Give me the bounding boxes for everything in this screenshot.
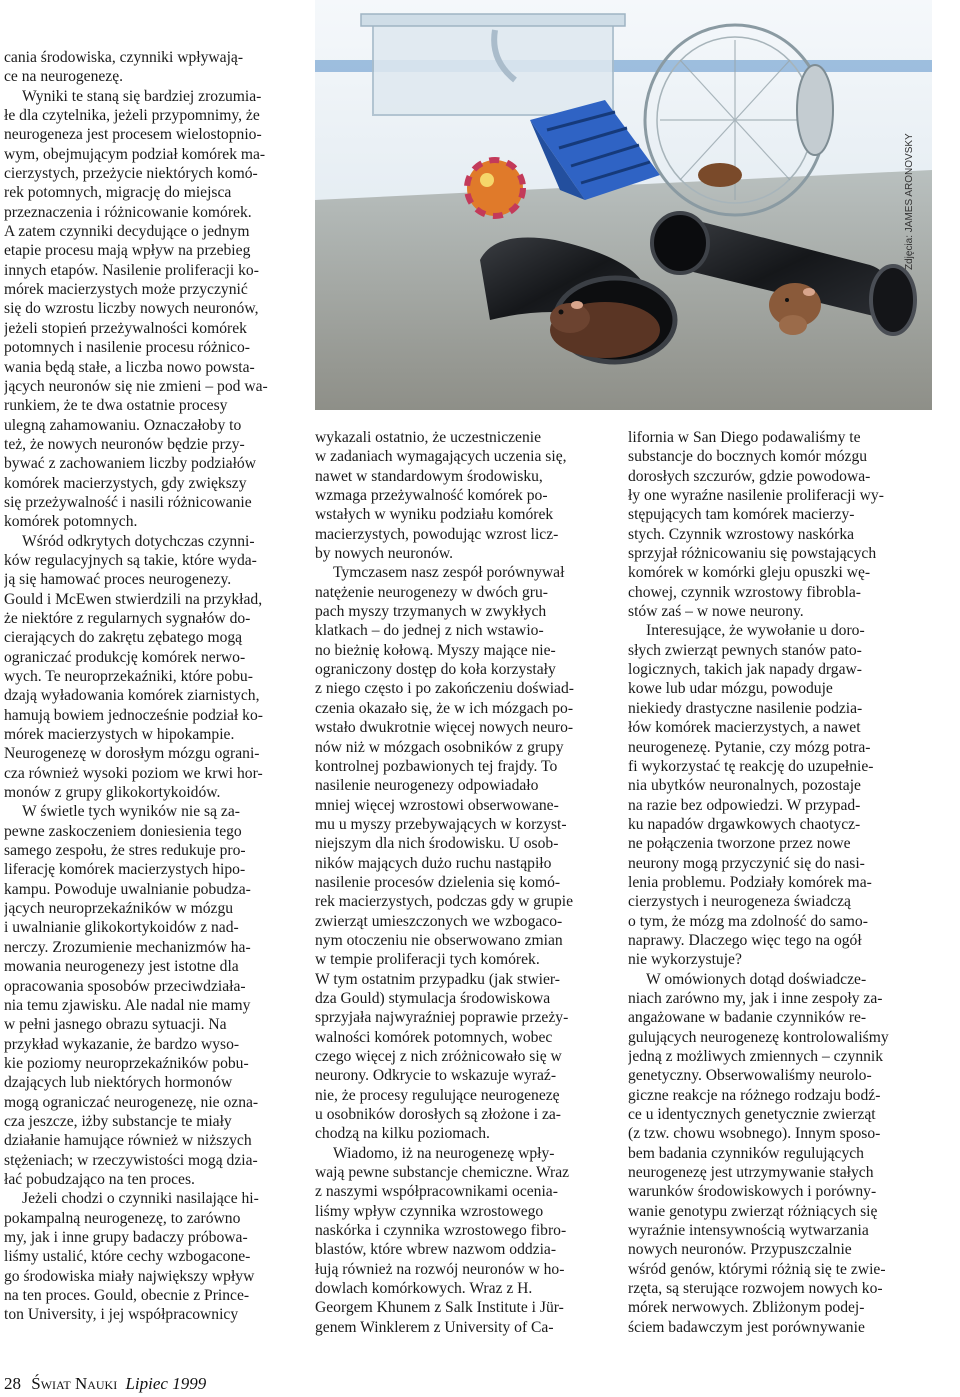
text-line: mórek macierzystych w hipokampie. [4,726,235,744]
text-line: się do wzrostu liczby nowych neuronów, [4,300,259,318]
text-line: walności komórek potomnych, wobec [315,1028,553,1046]
text-line: komórek macierzystych, gdy zwiększy [4,474,247,492]
text-line: cierających do zakrętu zębatego mogą [4,629,243,647]
text-line: z naszymi współpracownikami oceniа- [315,1183,558,1201]
text-line: w pełni jasnego obrazu sytuacji. Na [4,1016,227,1034]
text-line: nawet w standardowym środowisku, [315,467,543,485]
text-line: ków regulacyjnych są takie, które wyda- [4,551,257,569]
text-line: łe dla czytelnika, jeżeli przypomnimy, że [4,107,260,125]
text-line: rek potomnych, migrację do miejsca [4,184,232,202]
text-line: giczne reakcje na różnego rodzaju bodź- [628,1086,881,1104]
text-line: nym otoczeniu nie obserwowano zmian [315,931,563,949]
text-line: na razie bez odpowiedzi. W przypad- [628,796,861,814]
text-line: jeżeli stopień przeżywalności komórek [4,319,247,337]
text-line: przykład wykazanie, że bardzo wyso- [4,1035,240,1053]
text-line: sprzyjała najwyraźniej poprawie przeży- [315,1009,569,1027]
text-line: wśród genów, którymi różnią się te zwie- [628,1260,886,1278]
text-line: kie poziomy neuroprzekaźników pobu- [4,1054,249,1072]
text-line: dorosłych szczurów, gdzie powodowa- [628,467,871,485]
text-line: komórek w komórki gleju opuszki wę- [628,564,871,582]
text-line: też, że nowych neuronów będzie przy- [4,435,245,453]
text-line: sprzyjał różnicowaniu się powstających [628,545,877,563]
text-line: innych etapów. Nasilenie proliferacji ko- [4,261,259,279]
text-line: klatkach – do jednej z nich wstawio- [315,622,544,640]
text-line: fi wykorzystać tę reakcję do uzupełnie- [628,757,874,775]
text-line: wym, obejmującym podział komórek ma- [4,145,266,163]
text-line: się przeżywalność i nasili różnicowanie [4,493,252,511]
text-line: go środowiska miały największy wpływ [4,1267,255,1285]
plastic-cage-icon [361,14,625,115]
text-line: samego zespołu, że stres redukuje pro- [4,842,246,860]
text-line: działanie hamujące również w niższych [4,1132,252,1150]
text-line: niekiedy drastyczne nasilenie podzia- [628,699,863,717]
text-line: chodzą na kilku poziomach. [315,1125,490,1143]
text-line: wają pewne substancje chemiczne. Wraz [315,1164,570,1182]
text-line: potomnych i nasilenie procesu różnico- [4,339,250,357]
text-column-middle [315,428,602,1337]
text-line: na ten proces. Gould, obecnie z Prince- [4,1287,250,1304]
text-line: A zatem czynniki decydujące o jednym [4,223,250,241]
text-line: macierzystych, powodując wzrost licz- [315,525,559,543]
text-line: genetyczny. Obserwowaliśmy neurolo- [628,1067,872,1085]
text-line: cania środowiska, czynniki wpływają- [4,49,244,66]
text-line: wykazali ostatnio, że uczestniczenie [315,429,542,446]
text-line: wstało dwukrotnie więcej nowych neuro- [315,719,574,737]
text-line: Georgem Khunem z Salk Institute i Jür- [315,1299,564,1317]
text-line: W świetle tych wyników nie są za- [22,803,240,821]
text-line: łać pobudzająco na ten proces. [4,1170,195,1188]
text-line: liferację komórek macierzystych hipo- [4,861,246,879]
text-line: wstałych w wyniku podziału komórek [315,506,554,524]
text-line: substancje do bocznych komór mózgu [628,448,868,466]
text-line: nia temu zjawisku. Ale nadal nie mamy [4,996,251,1014]
text-line: i uwalnianie glikokortykoidów z nad- [4,919,239,937]
text-line: stężeniach; w rzeczywistości mogą dzia- [4,1151,258,1169]
text-line: cierzystych, przeżycie niektórych komó- [4,165,258,183]
magazine-title: Świat Nauki [31,1374,118,1393]
text-line: stych. Czynnik wzrostowy naskórka [628,525,855,543]
text-line: wania będą stałe, a liczba nowo powsta- [4,358,255,376]
text-line: cierzystych i neurogeneza świadczą [628,893,851,911]
text-line: W omówionych dotąd doświadcze- [646,970,867,988]
text-line: neurogeneza jest procesem wielostopnio- [4,126,262,144]
text-line: bem badania czynników regulujących [628,1144,864,1162]
text-line: ulegną zahamowaniu. Oznaczałoby to [4,416,242,434]
text-line: w tempie proliferacji tych komórek. [315,951,540,969]
text-line: genem Winklerem z University of Ca- [315,1318,554,1336]
text-line: Wyniki te staną się bardziej zrozumia- [22,87,262,105]
text-line: mniej więcej wzrostowi obserwowane- [315,796,559,814]
text-line: etapie procesu mają wpływ na przebieg [4,242,251,260]
text-line: Interesujące, że wywołanie u doro- [646,622,865,640]
text-line: neurony. Odkrycie to wskazuje wyraź- [315,1067,557,1085]
text-line: nów niż w mózgach osobników z grupy [315,738,564,756]
text-line: Gould i McEwen stwierdzili na przykład, [4,590,263,608]
text-line: ników mających dużo ruchu nastąpiło [315,854,552,872]
text-line: dowlach komórkowych. Wraz z H. [315,1280,533,1298]
text-line: hamują bowiem jednocześnie podział ko- [4,706,263,724]
text-line: ce u identycznych genetycznie zwierząt [628,1106,876,1124]
text-line: nie, że procesy regulujące neurogenezę [315,1086,560,1104]
text-line: W tym ostatnim przypadku (jak stwier- [315,970,560,988]
text-line: Tymczasem nasz zespół porównywał [333,564,565,582]
text-line: ograniczony dostęp do koła korzystały [315,661,556,679]
text-line: ce na neurogenezę. [4,68,124,86]
text-line: neurogenezę. Pytanie, czy mózg potra- [628,738,871,756]
text-line: pewne zaskoczeniem doniesienia tego [4,822,242,840]
text-line: chowej, czynnik wzrostowy fibrobla- [628,583,861,601]
text-line: opracowania sposobów przeciwdziała- [4,977,246,995]
text-line: blastów, które wbrew nazwom oddzia- [315,1241,557,1259]
text-line: jących neuroprzekaźników w mózgu [4,900,234,918]
text-line: niejszym dla nich środowisku. U osob- [315,835,559,853]
text-line: ograniczać produkcję komórek nerwo- [4,648,246,666]
text-line: czego więcej z nich zróżnicowało się w [315,1048,562,1065]
text-line: jedną z możliwych zmiennych – czynnik [628,1048,884,1065]
text-line: mu u myszy przebywających w korzyst- [315,815,567,833]
text-line: monów z grupy glikokortykoidów. [4,784,221,802]
text-line: nie wykorzystuje? [628,951,742,969]
text-line: kontrolnej pozbawionych tej frajdy. To [315,757,558,775]
text-line: lenia problemu. Podziały komórek ma- [628,873,872,891]
text-line: wzmaga przeżywalność komórek po- [315,487,548,505]
text-line: angażowane w badanie czynników re- [628,1009,867,1027]
text-line: kowe lub udar mózgu, powoduje [628,680,833,698]
text-line: mogą ograniczać neurogenezę, nie ozna- [4,1093,259,1111]
page-footer [4,1374,206,1394]
text-line: mórek macierzystych może przyczynić [4,281,248,299]
text-line: wyraźnie intensywnością wytwarzania [628,1222,869,1240]
text-column-left [4,48,290,1325]
toy-ball-icon [467,160,523,216]
text-line: gulujących neurogenezę kontrolowaliśmy [628,1028,889,1046]
text-line: w zadaniach wymagających uczenia się, [315,448,567,466]
text-line: natężenie neurogenezy w dwóch gru- [315,583,548,601]
text-line: by nowych neuronów. [315,545,454,563]
text-line: pach myszy trzymanych w zwykłych [315,603,547,621]
text-line: neurogenezę jest utrzymywanie stałych [628,1164,874,1182]
text-column-right [628,428,916,1337]
text-line: liśmy ustalić, które cechy wzbogacone- [4,1248,251,1266]
text-line: warunków środowiskowych i porówny- [628,1183,877,1201]
text-line: Jeżeli chodzi o czynniki nasilające hi- [22,1190,259,1208]
text-line: przeznaczenia i różnicowanie komórek. [4,203,252,221]
text-line: stępujących tam komórek macierzy- [628,506,855,524]
text-line: neurony mogą przyczynić się do nasi- [628,854,865,872]
text-line: runkiem, że te dwa ostatnie procesy [4,397,228,415]
text-line: liśmy wpływ czynnika wzrostowego [315,1202,544,1220]
text-line: nasilenie neurogenezy odpowiadało [315,777,539,795]
text-line: ły one wyraźne nasilenie proliferacji wy- [628,487,884,505]
text-line: niach zarówno my, jak i inne zespoły za- [628,989,883,1007]
text-line: no bieżnię kołową. Myszy mające nie- [315,641,556,659]
text-line: nia ubytków neuronalnych, pozostaje [628,777,861,795]
text-line: wanie genotypu zwierząt różniących się [628,1202,878,1220]
photo-illustration [315,0,932,410]
text-line: Wiadomo, iż na neurogenezę wpły- [333,1144,555,1162]
text-line: cza również wysoki poziom we krwi hor- [4,764,263,782]
text-line: czenia okazało się, że w ich mózgach po- [315,699,574,717]
text-line: nasilenie procesów dzielenia się komó- [315,873,561,891]
text-line: rzęta, są sterujące rozwojem nowych ko- [628,1280,883,1298]
text-line: mowania neurogenezy jest istotne dla [4,958,239,976]
text-line: łów komórek macierzystych, a nawet [628,719,861,737]
text-line: (z tzw. chowu wsobnego). Innym sposo- [628,1125,881,1143]
text-line: z niego często i po zakończeniu doświad- [315,680,574,698]
text-line: rek macierzystych, podczas gdy w grupie [315,893,574,911]
text-line: bywać z zachowaniem liczby podziałów [4,455,256,473]
text-line: naprawy. Dlaczego więc tego na ogół [628,931,862,949]
text-line: dzają wyładowania komórek ziarnistych, [4,687,260,705]
text-line: jących neuronów się nie zmieni – pod wa- [4,377,268,395]
text-line: mórek nerwowych. Zbliżonym podej- [628,1299,865,1317]
issue-date: Lipiec 1999 [125,1374,207,1393]
text-line: ku napadów drgawkowych chaotycz- [628,815,861,833]
text-line: lifornia w San Diego podawaliśmy te [628,429,861,446]
text-line: ściem badawczym jest porównywanie [628,1318,865,1336]
text-line: ton University, i jej współpracownicy [4,1306,239,1324]
mice-cage-photo [315,0,932,410]
text-line: ją się hamować proces neurogenezy. [4,571,232,589]
text-line: słych zwierząt pewnych stanów pato- [628,641,862,659]
text-line: u osobników dorosłych są złożone i za- [315,1106,561,1124]
text-line: dza Gould) stymulacja środowiskowa [315,989,551,1007]
photo-credit: Zdjęcia: JAMES ARONOVSKY [904,133,915,270]
text-line: stów zaś – w nowe neurony. [628,603,804,621]
text-line: Wśród odkrytych dotychczas czynni- [22,532,255,550]
text-line: my, jak i inne grupy badaczy próbowa- [4,1228,248,1246]
text-line: łują również na rozwój neuronów w ho- [315,1260,565,1278]
text-line: zwierząt umieszczonych we wzbogaco- [315,912,563,930]
text-line: pokampalną neurogenezę, to zarówno [4,1209,241,1227]
text-line: kampu. Powoduje uwalnianie pobudza- [4,880,251,898]
text-line: cza jeszcze, iżby substancje te miały [4,1112,232,1130]
text-line: logicznych, takich jak napady drgaw- [628,661,862,679]
text-line: że niektóre z regularnych sygnałów do- [4,609,251,627]
text-line: o tym, że mózg ma zdolność do samo- [628,912,868,930]
text-line: dzających lub niektórych hormonów [4,1074,233,1092]
text-line: nerczy. Zrozumienie mechanizmów ha- [4,938,251,956]
text-line: nowych neuronów. Przypuszczalnie [628,1241,852,1259]
text-line: komórek potomnych. [4,513,138,531]
page-number: 28 [4,1374,21,1393]
text-line: ne połączenia tworzone przez nowe [628,835,851,853]
text-line: naskórka i czynnika wzrostowego fibro- [315,1222,567,1240]
text-line: Neurogenezę w dorosłym mózgu ograni- [4,745,260,763]
text-line: wych. Te neuroprzekaźniki, które pobu- [4,668,253,685]
